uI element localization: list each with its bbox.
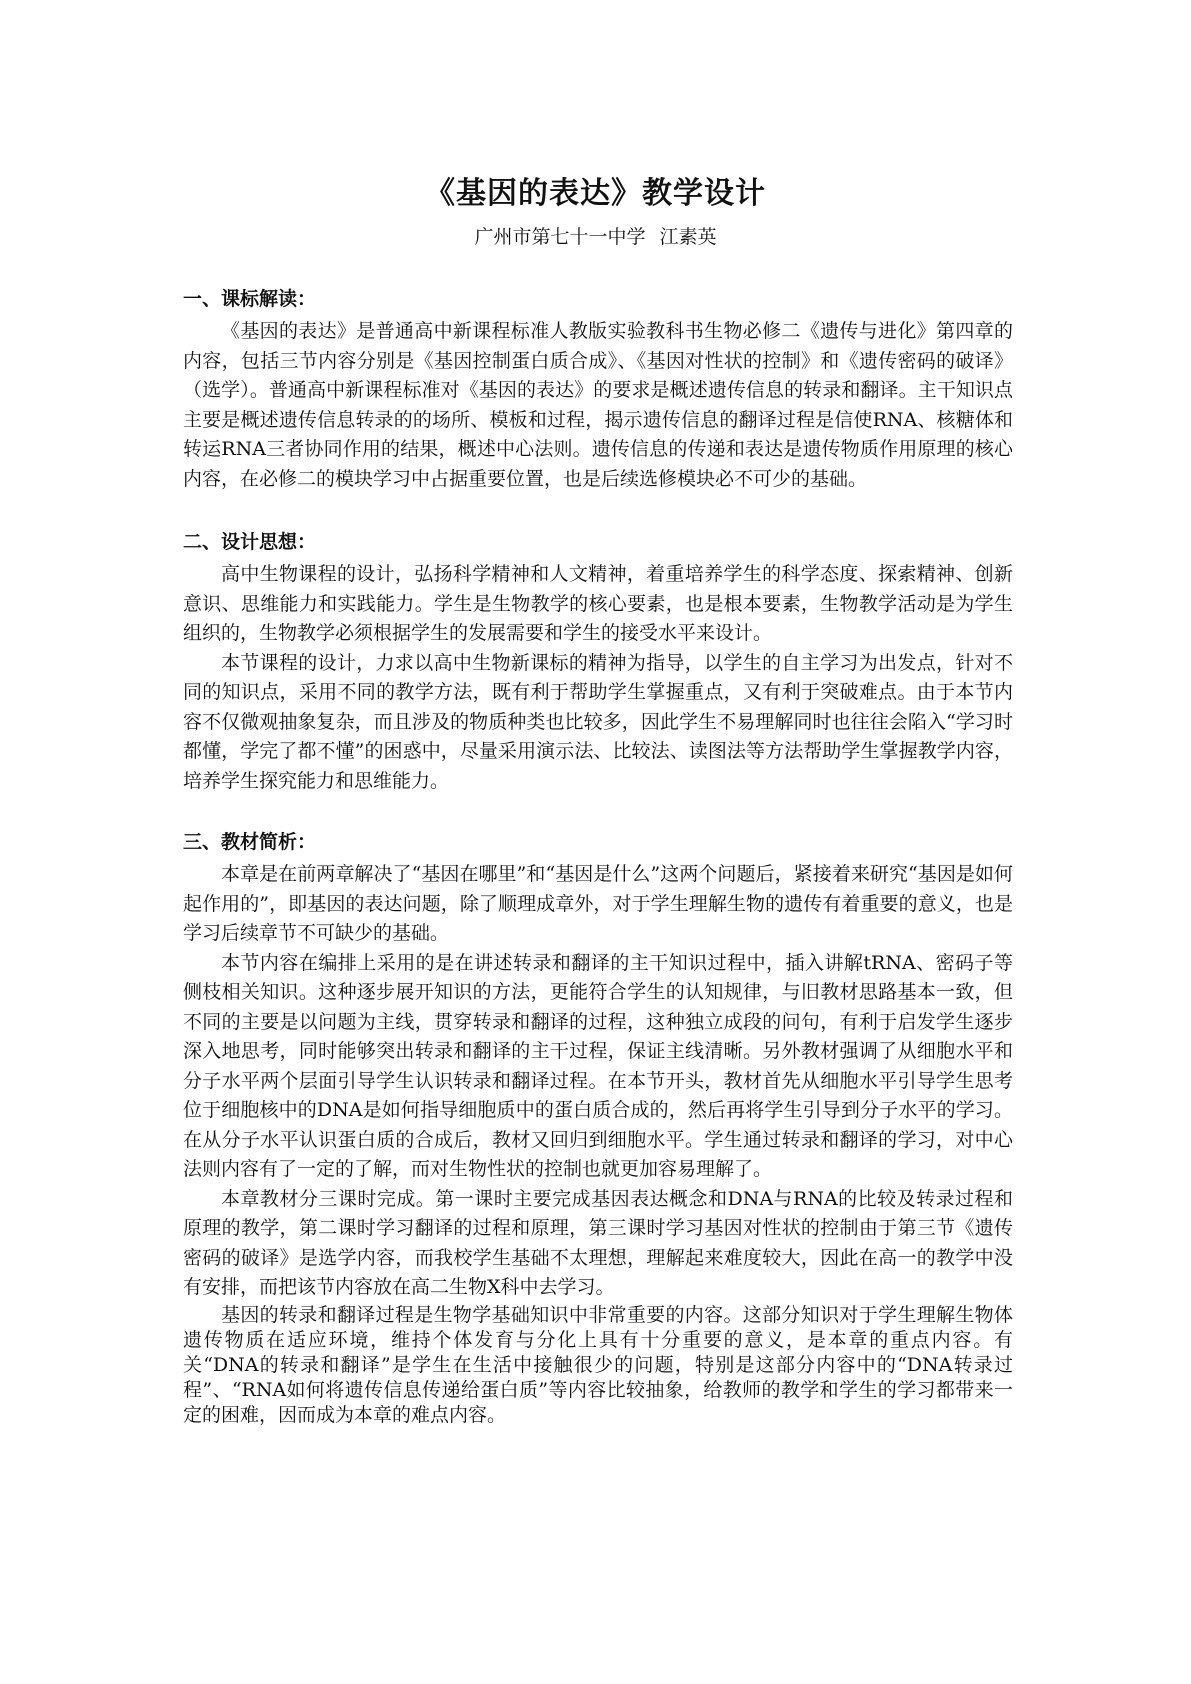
paragraph: 高中生物课程的设计，弘扬科学精神和人文精神，着重培养学生的科学态度、探索精神、创新意识、思维能力和实践能力。学生是生物教学的核心要素，也是根本要素，生物教学活动是为学生组织的，生物教学必须根据学生的发展需要和学生的接受水平来设计。 — [183, 563, 1013, 644]
section-spacer — [183, 494, 1013, 528]
section-heading: 一、课标解读： — [183, 288, 317, 310]
paragraph: 《基因的表达》是普通高中新课程标准人教版实验教科书生物必修二《遗传与进化》第四章的内容，包括三节内容分别是《基因控制蛋白质合成》、《基因对性状的控制》和《遗传密码的破译》（选学）。普通高中新课程标准对《基因的表达》的要求是概述遗传信息的转录和翻译。主干知识点主要是概述遗传信息转录的的场所、模板和过程，揭示遗传信息的翻译过程是信使RNA、核糖体和转运RNA三者协同作用的结果，概述中心法则。遗传信息的传递和表达是遗传物质作用原理的核心内容，在必修二的模块学习中占据重要位置，也是后续选修模块必不可少的基础。 — [183, 320, 1013, 490]
document-body — [183, 285, 1013, 1428]
author-line: 广州市第七十一中学 江素英 — [474, 226, 717, 248]
paragraph: 基因的转录和翻译过程是生物学基础知识中非常重要的内容。这部分知识对于学生理解生物体遗传物质在适应环境，维持个体发育与分化上具有十分重要的意义，是本章的重点内容。有关“DNA的转录和翻译”是学生在生活中接触很少的问题，特别是这部分内容中的“DNA转录过程”、“RNA如何将遗传信息传递给蛋白质”等内容比较抽象，给教师的教学和学生的学习都带来一定的困难，因而成为本章的难点内容。 — [183, 1303, 1013, 1426]
section-design-ideas — [183, 528, 1013, 796]
paragraph: 本章教材分三课时完成。第一课时主要完成基因表达概念和DNA与RNA的比较及转录过程和原理的教学，第二课时学习翻译的过程和原理，第三课时学习基因对性状的控制由于第三节《遗传密码的破译》是选学内容，而我校学生基础不太理想，理解起来难度较大，因此在高一的教学中没有安排，而把该节内容放在高二生物X科中去学习。 — [183, 1187, 1013, 1298]
section-spacer — [183, 796, 1013, 828]
section-heading: 三、教材简析： — [183, 831, 317, 853]
paragraph: 本节课程的设计，力求以高中生物新课标的精神为指导，以学生的自主学习为出发点，针对不同的知识点，采用不同的教学方法，既有利于帮助学生掌握重点，又有利于突破难点。由于本节内容不仅微观抽象复杂，而且涉及的物质种类也比较多，因此学生不易理解同时也往往会陷入“学习时都懂，学完了都不懂”的困惑中，尽量采用演示法、比较法、读图法等方法帮助学生掌握教学内容，培养学生探究能力和思维能力。 — [183, 651, 1013, 792]
paragraph: 本章是在前两章解决了“基因在哪里”和“基因是什么”这两个问题后，紧接着来研究“基因是如何起作用的”，即基因的表达问题，除了顺理成章外，对于学生理解生物的遗传有着重要的意义，也是学习后续章节不可缺少的基础。 — [183, 863, 1013, 944]
section-heading: 二、设计思想： — [183, 531, 317, 553]
paragraph: 本节内容在编排上采用的是在讲述转录和翻译的主干知识过程中，插入讲解tRNA、密码子等侧枝相关知识。这种逐步展开知识的方法，更能符合学生的认知规律，与旧教材思路基本一致，但不同的主要是以问题为主线，贯穿转录和翻译的过程，这种独立成段的问句，有利于启发学生逐步深入地思考，同时能够突出转录和翻译的主干过程，保证主线清晰。另外教材强调了从细胞水平和分子水平两个层面引导学生认识转录和翻译过程。在本节开头，教材首先从细胞水平引导学生思考位于细胞核中的DNA是如何指导细胞质中的蛋白质合成的，然后再将学生引导到分子水平的学习。在从分子水平认识蛋白质的合成后，教材又回归到细胞水平。学生通过转录和翻译的学习，对中心法则内容有了一定的了解，而对生物性状的控制也就更加容易理解了。 — [183, 951, 1013, 1180]
section-textbook-analysis — [183, 828, 1013, 1428]
page-title: 《基因的表达》教学设计 — [425, 176, 766, 211]
section-curriculum-interpretation — [183, 285, 1013, 494]
